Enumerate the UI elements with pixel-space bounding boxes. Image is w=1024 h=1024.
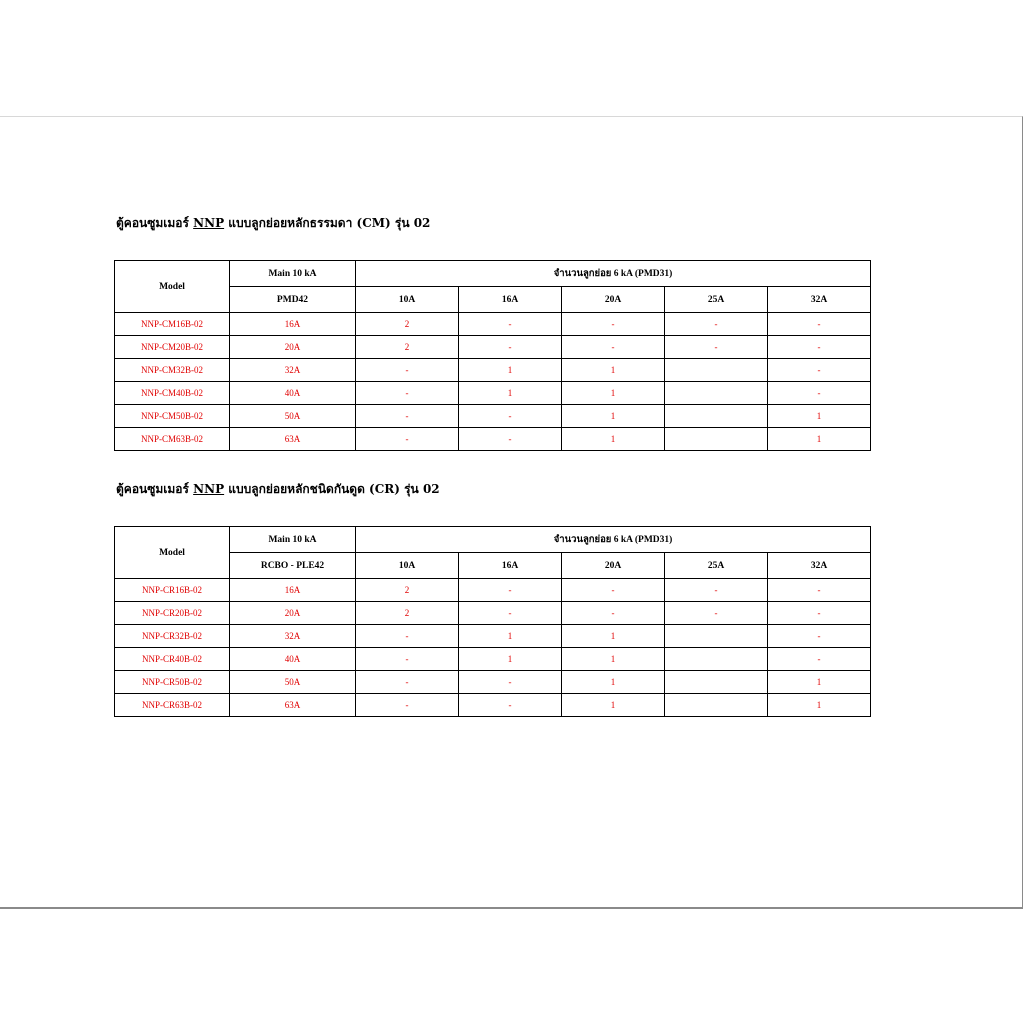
header-rating: 10A	[356, 287, 459, 313]
cell-10a: -	[356, 428, 459, 451]
header-rating: 32A	[768, 553, 871, 579]
cell-16a: 1	[459, 382, 562, 405]
cell-25a	[665, 382, 768, 405]
header-rating: 20A	[562, 553, 665, 579]
cell-25a: -	[665, 579, 768, 602]
cell-model: NNP-CR16B-02	[115, 579, 230, 602]
cell-20a: 1	[562, 648, 665, 671]
cell-main: 50A	[230, 405, 356, 428]
cell-25a	[665, 625, 768, 648]
table-row	[115, 359, 871, 382]
table-row	[115, 648, 871, 671]
cr-title-brand: NNP	[193, 482, 225, 496]
cell-10a: 2	[356, 602, 459, 625]
cell-25a	[665, 359, 768, 382]
cell-model: NNP-CM40B-02	[115, 382, 230, 405]
cm-title-brand: NNP	[193, 216, 225, 230]
cell-20a: -	[562, 579, 665, 602]
header-main-type: PMD42	[230, 287, 356, 313]
cell-16a: -	[459, 336, 562, 359]
cell-main: 32A	[230, 625, 356, 648]
cm-section	[114, 213, 869, 451]
cell-25a: -	[665, 336, 768, 359]
header-main: Main 10 kA	[230, 527, 356, 553]
cell-10a: -	[356, 671, 459, 694]
cell-10a: -	[356, 648, 459, 671]
cell-20a: -	[562, 313, 665, 336]
cell-10a: -	[356, 382, 459, 405]
table-row	[115, 382, 871, 405]
cr-title-prefix: ตู้คอนซูมเมอร์	[116, 482, 189, 496]
header-model: Model	[115, 527, 230, 579]
cell-32a: -	[768, 602, 871, 625]
cell-32a: -	[768, 359, 871, 382]
cell-16a: 1	[459, 359, 562, 382]
cell-main: 50A	[230, 671, 356, 694]
cell-model: NNP-CR40B-02	[115, 648, 230, 671]
cell-32a: 1	[768, 428, 871, 451]
cell-model: NNP-CM50B-02	[115, 405, 230, 428]
cell-20a: 1	[562, 694, 665, 717]
cell-main: 63A	[230, 694, 356, 717]
cell-20a: 1	[562, 625, 665, 648]
header-rating: 25A	[665, 287, 768, 313]
cell-25a	[665, 671, 768, 694]
cell-main: 32A	[230, 359, 356, 382]
cell-model: NNP-CM20B-02	[115, 336, 230, 359]
cell-32a: -	[768, 648, 871, 671]
cr-table-title	[114, 479, 869, 499]
cell-16a: -	[459, 694, 562, 717]
cell-32a: -	[768, 625, 871, 648]
table-row	[115, 671, 871, 694]
cell-10a: -	[356, 359, 459, 382]
cm-spec-table	[114, 260, 871, 451]
cell-32a: -	[768, 579, 871, 602]
table-row	[115, 313, 871, 336]
cell-32a: -	[768, 313, 871, 336]
cell-25a	[665, 405, 768, 428]
cell-16a: -	[459, 405, 562, 428]
cr-spec-table	[114, 526, 871, 717]
cell-main: 16A	[230, 579, 356, 602]
cell-main: 20A	[230, 602, 356, 625]
cell-16a: 1	[459, 648, 562, 671]
cell-16a: -	[459, 579, 562, 602]
table-row	[115, 336, 871, 359]
cell-16a: -	[459, 602, 562, 625]
header-main-type: RCBO - PLE42	[230, 553, 356, 579]
cell-25a	[665, 694, 768, 717]
cell-main: 63A	[230, 428, 356, 451]
cell-20a: 1	[562, 359, 665, 382]
cell-25a	[665, 648, 768, 671]
cell-16a: -	[459, 313, 562, 336]
cell-model: NNP-CM63B-02	[115, 428, 230, 451]
cell-20a: 1	[562, 405, 665, 428]
header-rating: 16A	[459, 553, 562, 579]
header-rating: 32A	[768, 287, 871, 313]
cell-16a: -	[459, 428, 562, 451]
header-rating: 10A	[356, 553, 459, 579]
header-model: Model	[115, 261, 230, 313]
cell-16a: 1	[459, 625, 562, 648]
cell-10a: -	[356, 405, 459, 428]
cell-20a: -	[562, 602, 665, 625]
cr-title-suffix: แบบลูกย่อยหลักชนิดกันดูด (CR) รุ่น 02	[228, 482, 440, 496]
cell-model: NNP-CR20B-02	[115, 602, 230, 625]
header-rating: 20A	[562, 287, 665, 313]
document-page	[0, 116, 1023, 909]
cr-section	[114, 479, 869, 717]
cell-25a: -	[665, 313, 768, 336]
cell-25a	[665, 428, 768, 451]
cell-32a: -	[768, 336, 871, 359]
cell-main: 40A	[230, 382, 356, 405]
cell-model: NNP-CR63B-02	[115, 694, 230, 717]
cell-10a: 2	[356, 313, 459, 336]
cm-table-title	[114, 213, 869, 233]
cell-model: NNP-CM32B-02	[115, 359, 230, 382]
table-row	[115, 428, 871, 451]
header-rating: 25A	[665, 553, 768, 579]
header-rating: 16A	[459, 287, 562, 313]
table-row	[115, 625, 871, 648]
cell-25a: -	[665, 602, 768, 625]
table-row	[115, 694, 871, 717]
cell-20a: -	[562, 336, 665, 359]
cm-title-prefix: ตู้คอนซูมเมอร์	[116, 216, 189, 230]
cell-main: 40A	[230, 648, 356, 671]
cell-main: 20A	[230, 336, 356, 359]
cell-20a: 1	[562, 428, 665, 451]
cell-20a: 1	[562, 671, 665, 694]
cell-16a: -	[459, 671, 562, 694]
header-sub-breakers: จำนวนลูกย่อย 6 kA (PMD31)	[356, 261, 871, 287]
cell-model: NNP-CM16B-02	[115, 313, 230, 336]
cell-10a: 2	[356, 336, 459, 359]
cell-10a: -	[356, 694, 459, 717]
cm-title-suffix: แบบลูกย่อยหลักธรรมดา (CM) รุ่น 02	[228, 216, 431, 230]
cell-32a: 1	[768, 405, 871, 428]
cell-model: NNP-CR50B-02	[115, 671, 230, 694]
cell-32a: 1	[768, 671, 871, 694]
cell-32a: 1	[768, 694, 871, 717]
cell-32a: -	[768, 382, 871, 405]
table-row	[115, 405, 871, 428]
header-sub-breakers: จำนวนลูกย่อย 6 kA (PMD31)	[356, 527, 871, 553]
header-main: Main 10 kA	[230, 261, 356, 287]
cell-10a: 2	[356, 579, 459, 602]
cell-main: 16A	[230, 313, 356, 336]
table-row	[115, 579, 871, 602]
cell-10a: -	[356, 625, 459, 648]
cell-model: NNP-CR32B-02	[115, 625, 230, 648]
cell-20a: 1	[562, 382, 665, 405]
table-row	[115, 602, 871, 625]
